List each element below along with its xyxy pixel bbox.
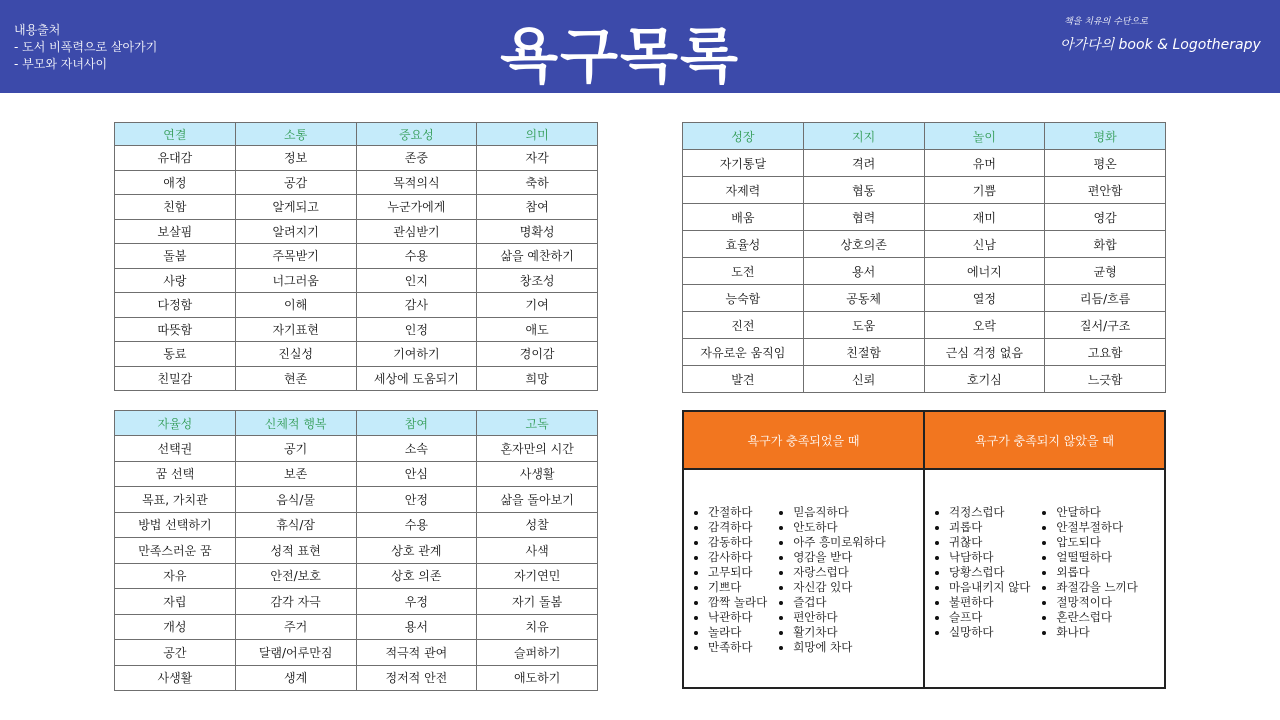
table-cell: 화합 (1045, 231, 1166, 258)
table-cell: 사생활 (477, 461, 598, 487)
table-cell: 안심 (356, 461, 477, 487)
table-cell: 감각 자극 (235, 589, 356, 615)
feeling-item: • 얼떨떨하다 (1056, 550, 1137, 565)
table-row (683, 258, 1166, 285)
needs-table-autonomy (114, 410, 598, 691)
table-cell: 성찰 (477, 512, 598, 538)
met-list-area (684, 470, 923, 687)
table-cell: 자유 (115, 563, 236, 589)
table-cell: 존중 (356, 146, 477, 171)
table-cell: 정보 (235, 146, 356, 171)
table-cell: 공감 (235, 170, 356, 195)
table-row (115, 146, 598, 171)
feeling-item: • 압도되다 (1056, 535, 1137, 550)
table-row (115, 366, 598, 391)
table-cell: 주거 (235, 614, 356, 640)
table-cell: 안전/보호 (235, 563, 356, 589)
table-cell: 우정 (356, 589, 477, 615)
table-cell: 명확성 (477, 219, 598, 244)
table-cell: 선택권 (115, 436, 236, 462)
table-cell: 자립 (115, 589, 236, 615)
table-cell: 재미 (924, 204, 1045, 231)
table-cell: 친절함 (803, 339, 924, 366)
table-cell: 인정 (356, 317, 477, 342)
table-cell: 돌봄 (115, 244, 236, 269)
table-row (683, 177, 1166, 204)
column-header: 놀이 (924, 123, 1045, 150)
table-row (115, 538, 598, 564)
table-cell: 질서/구조 (1045, 312, 1166, 339)
table-cell: 수용 (356, 512, 477, 538)
table-cell: 기쁨 (924, 177, 1045, 204)
table-row (115, 563, 598, 589)
table-cell: 너그러움 (235, 268, 356, 293)
table-cell: 자기연민 (477, 563, 598, 589)
table-cell: 혼자만의 시간 (477, 436, 598, 462)
table-cell: 자각 (477, 146, 598, 171)
feeling-item: • 영감을 받다 (793, 550, 886, 565)
table-cell: 자기 돌봄 (477, 589, 598, 615)
table-row (115, 614, 598, 640)
table-cell: 안정 (356, 487, 477, 513)
table-cell: 에너지 (924, 258, 1045, 285)
table-cell: 평온 (1045, 150, 1166, 177)
table-header-row (115, 411, 598, 436)
table-cell: 사색 (477, 538, 598, 564)
table-cell: 자기표현 (235, 317, 356, 342)
table-cell: 성적 표현 (235, 538, 356, 564)
feeling-item: • 활기차다 (793, 625, 886, 640)
feeling-item: • 감동하다 (708, 535, 767, 550)
table-cell: 삶을 예찬하기 (477, 244, 598, 269)
feeling-item: • 간절하다 (708, 505, 767, 520)
needs-table-growth (682, 122, 1166, 393)
table-cell: 공기 (235, 436, 356, 462)
table-cell: 편안함 (1045, 177, 1166, 204)
table-cell: 다정함 (115, 293, 236, 318)
feeling-item: • 편안하다 (793, 610, 886, 625)
met-list (696, 505, 767, 687)
feeling-item: • 좌절감을 느끼다 (1056, 580, 1137, 595)
feeling-item: • 귀찮다 (949, 535, 1030, 550)
table-cell: 소속 (356, 436, 477, 462)
feeling-item: • 마음내키지 않다 (949, 580, 1030, 595)
feeling-item: • 아주 흥미로워하다 (793, 535, 886, 550)
table-cell: 사랑 (115, 268, 236, 293)
table-cell: 알게되고 (235, 195, 356, 220)
feeling-item: • 감격하다 (708, 520, 767, 535)
column-header: 신체적 행복 (235, 411, 356, 436)
table-cell: 사생활 (115, 665, 236, 691)
feeling-item: • 고무되다 (708, 565, 767, 580)
feeling-item: • 불편하다 (949, 595, 1030, 610)
feeling-item: • 당황스럽다 (949, 565, 1030, 580)
table-cell: 호기심 (924, 366, 1045, 393)
table-cell: 삶을 돌아보기 (477, 487, 598, 513)
table-cell: 친함 (115, 195, 236, 220)
unmet-column (923, 412, 1164, 687)
table-row (115, 170, 598, 195)
feeling-item: • 믿음직하다 (793, 505, 886, 520)
feeling-item: • 외롭다 (1056, 565, 1137, 580)
table-cell: 목적의식 (356, 170, 477, 195)
table-cell: 느긋함 (1045, 366, 1166, 393)
feeling-item: • 낙담하다 (949, 550, 1030, 565)
table-cell: 신남 (924, 231, 1045, 258)
table-cell: 음식/물 (235, 487, 356, 513)
table-cell: 기여 (477, 293, 598, 318)
feeling-item: • 걱정스럽다 (949, 505, 1030, 520)
table-row (115, 195, 598, 220)
table-row (115, 317, 598, 342)
table-cell: 축하 (477, 170, 598, 195)
table-cell: 창조성 (477, 268, 598, 293)
table-row (683, 150, 1166, 177)
feeling-item: • 자신감 있다 (793, 580, 886, 595)
needs-table-connection (114, 122, 598, 391)
unmet-list-area (925, 470, 1164, 687)
table-cell: 이해 (235, 293, 356, 318)
table-cell: 기여하기 (356, 342, 477, 367)
table-row (683, 285, 1166, 312)
table-cell: 친밀감 (115, 366, 236, 391)
feeling-item: • 감사하다 (708, 550, 767, 565)
table-cell: 진실성 (235, 342, 356, 367)
table-cell: 상호 관계 (356, 538, 477, 564)
table-cell: 격려 (803, 150, 924, 177)
source-line: 내용출처 (14, 23, 61, 37)
table-row (115, 436, 598, 462)
feeling-item: • 실망하다 (949, 625, 1030, 640)
table-cell: 배움 (683, 204, 804, 231)
table-cell: 능숙함 (683, 285, 804, 312)
feeling-item: • 슬프다 (949, 610, 1030, 625)
met-header: 욕구가 충족되었을 때 (684, 412, 923, 470)
column-header: 중요성 (356, 123, 477, 146)
feeling-item: • 희망에 차다 (793, 640, 886, 655)
feeling-item: • 깜짝 놀라다 (708, 595, 767, 610)
table-cell: 협동 (803, 177, 924, 204)
title-banner (0, 0, 1280, 93)
brand-name: 아가다의 book & Logotherapy (1060, 37, 1261, 53)
table-cell: 경이감 (477, 342, 598, 367)
table-cell: 인지 (356, 268, 477, 293)
table-cell: 관심받기 (356, 219, 477, 244)
column-header: 고독 (477, 411, 598, 436)
table-cell: 보살핌 (115, 219, 236, 244)
table-row (683, 339, 1166, 366)
table-cell: 도움 (803, 312, 924, 339)
table-cell: 알려지기 (235, 219, 356, 244)
feeling-item: • 안절부절하다 (1056, 520, 1137, 535)
table-row (115, 487, 598, 513)
table-cell: 감사 (356, 293, 477, 318)
table-cell: 용서 (803, 258, 924, 285)
feeling-item: • 낙관하다 (708, 610, 767, 625)
table-cell: 달램/어루만짐 (235, 640, 356, 666)
feeling-item: • 혼란스럽다 (1056, 610, 1137, 625)
table-cell: 보존 (235, 461, 356, 487)
feeling-item: • 기쁘다 (708, 580, 767, 595)
table-cell: 자기통달 (683, 150, 804, 177)
table-cell: 희망 (477, 366, 598, 391)
table-row (115, 640, 598, 666)
table-cell: 주목받기 (235, 244, 356, 269)
met-list (781, 505, 886, 687)
table-row (683, 204, 1166, 231)
table-row (115, 293, 598, 318)
column-header: 성장 (683, 123, 804, 150)
feeling-item: • 만족하다 (708, 640, 767, 655)
table-cell: 방법 선택하기 (115, 512, 236, 538)
feeling-item: • 절망적이다 (1056, 595, 1137, 610)
feeling-item: • 안도하다 (793, 520, 886, 535)
table-cell: 도전 (683, 258, 804, 285)
table-cell: 치유 (477, 614, 598, 640)
table-cell: 협력 (803, 204, 924, 231)
feelings-box (682, 410, 1166, 689)
column-header: 참여 (356, 411, 477, 436)
column-header: 의미 (477, 123, 598, 146)
table-cell: 열정 (924, 285, 1045, 312)
column-header: 자율성 (115, 411, 236, 436)
table-cell: 공동체 (803, 285, 924, 312)
table-cell: 발견 (683, 366, 804, 393)
table-header-row (683, 123, 1166, 150)
table-row (115, 268, 598, 293)
table-cell: 따뜻함 (115, 317, 236, 342)
table-cell: 세상에 도움되기 (356, 366, 477, 391)
table-cell: 휴식/잠 (235, 512, 356, 538)
table-cell: 목표, 가치관 (115, 487, 236, 513)
table-cell: 적극적 관여 (356, 640, 477, 666)
feeling-item: • 놀라다 (708, 625, 767, 640)
table-cell: 용서 (356, 614, 477, 640)
source-line: - 부모와 자녀사이 (14, 57, 108, 71)
table-row (115, 244, 598, 269)
unmet-list (937, 505, 1030, 687)
table-cell: 근심 걱정 없음 (924, 339, 1045, 366)
table-cell: 리듬/흐름 (1045, 285, 1166, 312)
table-cell: 신뢰 (803, 366, 924, 393)
brand-subtitle: 책을 치유의 수단으로 (1064, 17, 1148, 27)
table-cell: 자제력 (683, 177, 804, 204)
table-cell: 애정 (115, 170, 236, 195)
table-row (115, 342, 598, 367)
table-cell: 균형 (1045, 258, 1166, 285)
column-header: 지지 (803, 123, 924, 150)
column-header: 평화 (1045, 123, 1166, 150)
table-row (683, 231, 1166, 258)
table-cell: 진전 (683, 312, 804, 339)
feeling-item: • 괴롭다 (949, 520, 1030, 535)
table-cell: 영감 (1045, 204, 1166, 231)
page-title: 욕구목록 (500, 22, 740, 92)
table-cell: 개성 (115, 614, 236, 640)
source-line: - 도서 비폭력으로 살아가기 (14, 40, 158, 54)
table-row (683, 312, 1166, 339)
unmet-header: 욕구가 충족되지 않았을 때 (925, 412, 1164, 470)
table-cell: 상호의존 (803, 231, 924, 258)
table-cell: 자유로운 움직임 (683, 339, 804, 366)
table-row (115, 219, 598, 244)
table-row (115, 589, 598, 615)
table-row (115, 461, 598, 487)
table-row (115, 665, 598, 691)
table-cell: 고요함 (1045, 339, 1166, 366)
table-cell: 누군가에게 (356, 195, 477, 220)
table-cell: 수용 (356, 244, 477, 269)
unmet-list (1044, 505, 1137, 687)
table-cell: 동료 (115, 342, 236, 367)
table-cell: 애도하기 (477, 665, 598, 691)
table-cell: 공간 (115, 640, 236, 666)
table-cell: 생계 (235, 665, 356, 691)
table-cell: 참여 (477, 195, 598, 220)
table-cell: 만족스러운 꿈 (115, 538, 236, 564)
table-cell: 정저적 안전 (356, 665, 477, 691)
feeling-item: • 자랑스럽다 (793, 565, 886, 580)
column-header: 소통 (235, 123, 356, 146)
feeling-item: • 안달하다 (1056, 505, 1137, 520)
feeling-item: • 즐겁다 (793, 595, 886, 610)
table-cell: 슬퍼하기 (477, 640, 598, 666)
table-cell: 오락 (924, 312, 1045, 339)
table-cell: 꿈 선택 (115, 461, 236, 487)
table-cell: 현존 (235, 366, 356, 391)
table-cell: 유머 (924, 150, 1045, 177)
table-header-row (115, 123, 598, 146)
met-column (684, 412, 923, 687)
feeling-item: • 화나다 (1056, 625, 1137, 640)
table-cell: 애도 (477, 317, 598, 342)
table-cell: 효율성 (683, 231, 804, 258)
table-row (115, 512, 598, 538)
table-row (683, 366, 1166, 393)
column-header: 연결 (115, 123, 236, 146)
table-cell: 상호 의존 (356, 563, 477, 589)
table-cell: 유대감 (115, 146, 236, 171)
